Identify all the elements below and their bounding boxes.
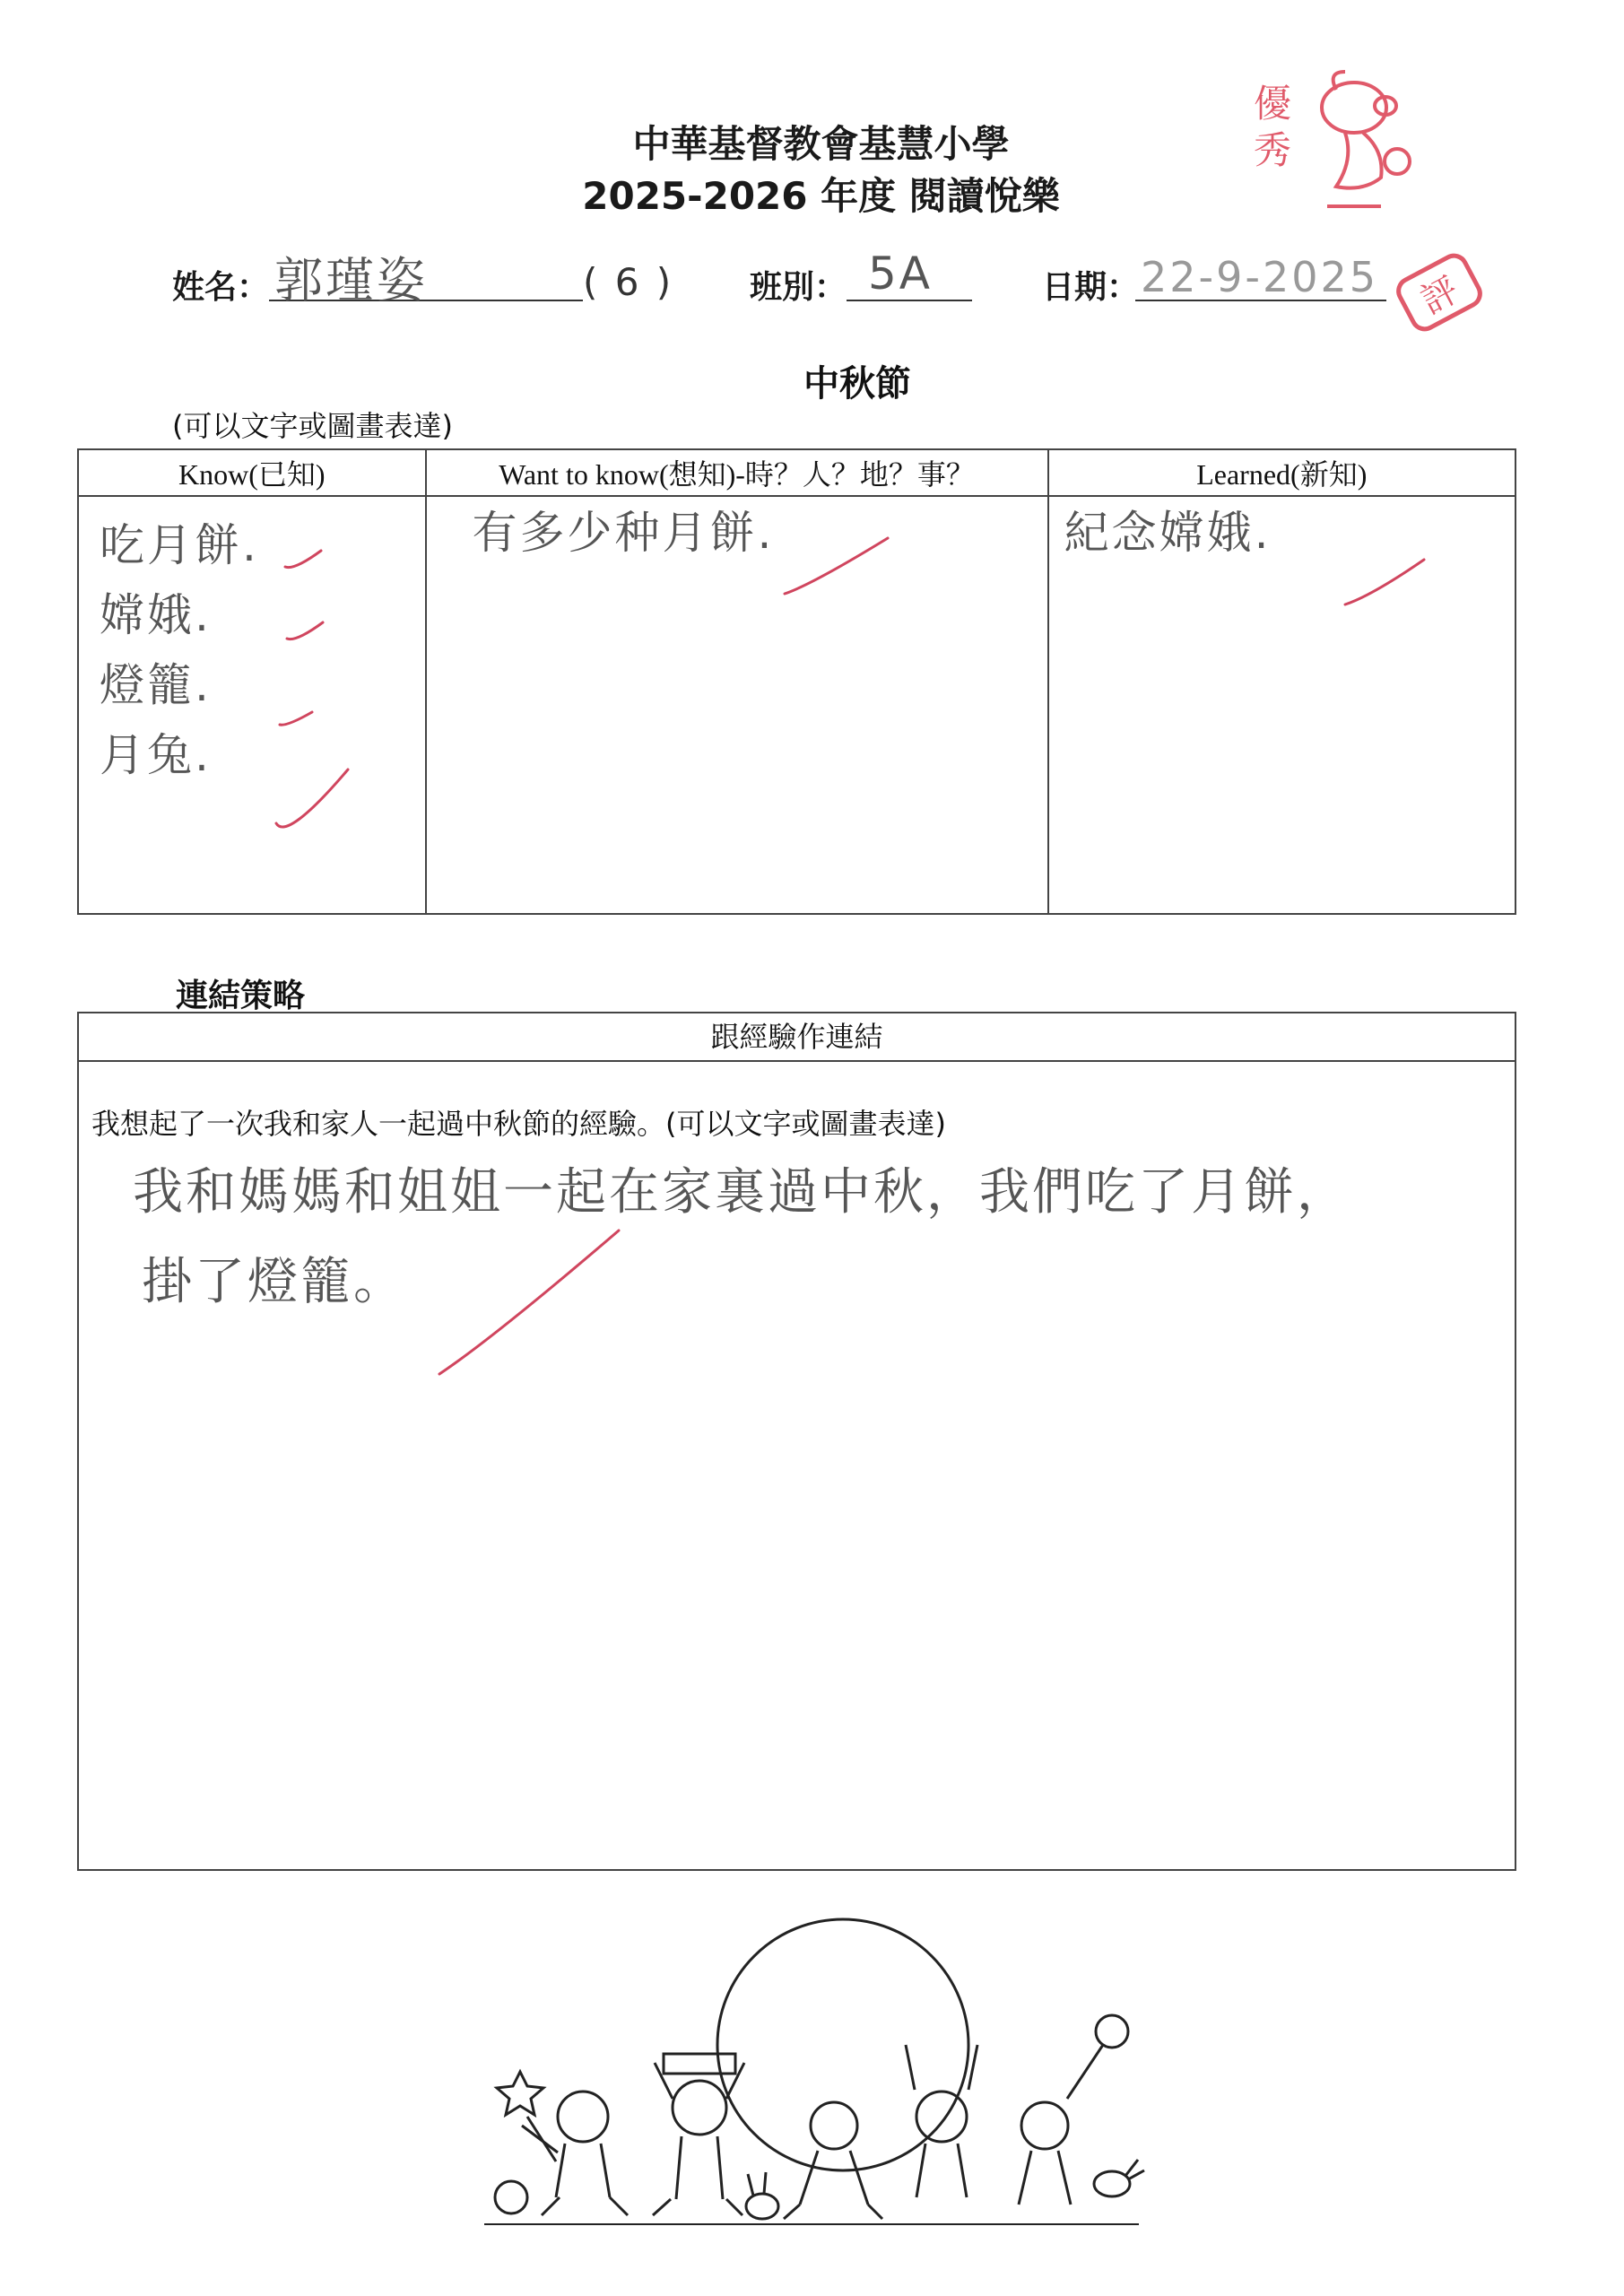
date-label: 日期： <box>1042 269 1140 306</box>
grade-stamp-text: 評 <box>1414 268 1466 323</box>
mid-autumn-illustration <box>484 1910 1202 2269</box>
class-value: 5A <box>868 248 934 300</box>
learned-text: 紀念嫦娥. <box>1064 507 1272 559</box>
learned-header: Learned(新知) <box>1048 449 1515 496</box>
child-figure-icon <box>784 2102 882 2219</box>
rabbit-icon <box>746 2172 778 2219</box>
rabbit-icon <box>1094 2160 1144 2196</box>
moon-icon <box>717 1919 968 2170</box>
worksheet-subtitle: 2025-2026 年度 閱讀悅樂 <box>582 174 1060 218</box>
tick-mark <box>285 551 321 568</box>
want-header: Want to know(想知)-時？人？地？事？ <box>426 449 1048 496</box>
tick-mark <box>276 770 348 827</box>
star-lantern-icon <box>497 2072 556 2161</box>
topic-title: 中秋節 <box>803 363 911 404</box>
know-header: Know(已知) <box>78 449 426 496</box>
answer-line: 掛了燈籠。 <box>142 1253 406 1311</box>
name-label: 姓名： <box>172 269 270 306</box>
connect-section-title: 連結策略 <box>176 978 306 1014</box>
answer-line: 我和媽媽和姐姐一起在家裏過中秋，我們吃了月餅， <box>133 1163 1350 1222</box>
tick-mark <box>1345 560 1424 604</box>
student-name: 郭瑾姿 <box>274 252 428 309</box>
know-item: 燈籠. <box>100 659 212 711</box>
tick-mark <box>439 1231 619 1374</box>
excellent-stamp-text: 優秀 <box>1254 82 1292 172</box>
want-text: 有多少种月餅. <box>472 507 775 559</box>
connect-prompt: 我想起了一次我和家人一起過中秋節的經驗。(可以文字或圖畫表達) <box>91 1107 946 1141</box>
kwl-note: (可以文字或圖畫表達) <box>172 409 453 443</box>
tick-mark <box>785 538 888 594</box>
child-figure-icon <box>522 2092 628 2215</box>
tick-mark <box>287 622 323 639</box>
know-item: 嫦娥. <box>100 589 212 641</box>
class-label: 班別： <box>750 269 847 306</box>
student-number: ( 6 ) <box>583 260 674 304</box>
know-item: 吃月餅. <box>100 519 259 571</box>
tick-mark <box>280 712 312 725</box>
child-figure-icon <box>653 2054 744 2215</box>
lantern-icon <box>495 2181 527 2213</box>
school-name: 中華基督教會基慧小學 <box>632 122 1010 166</box>
know-item: 月兔. <box>100 729 212 781</box>
connect-box-header: 跟經驗作連結 <box>79 1013 1515 1062</box>
date-value: 22-9-2025 <box>1141 253 1379 301</box>
child-figure-icon <box>1019 2015 1128 2205</box>
